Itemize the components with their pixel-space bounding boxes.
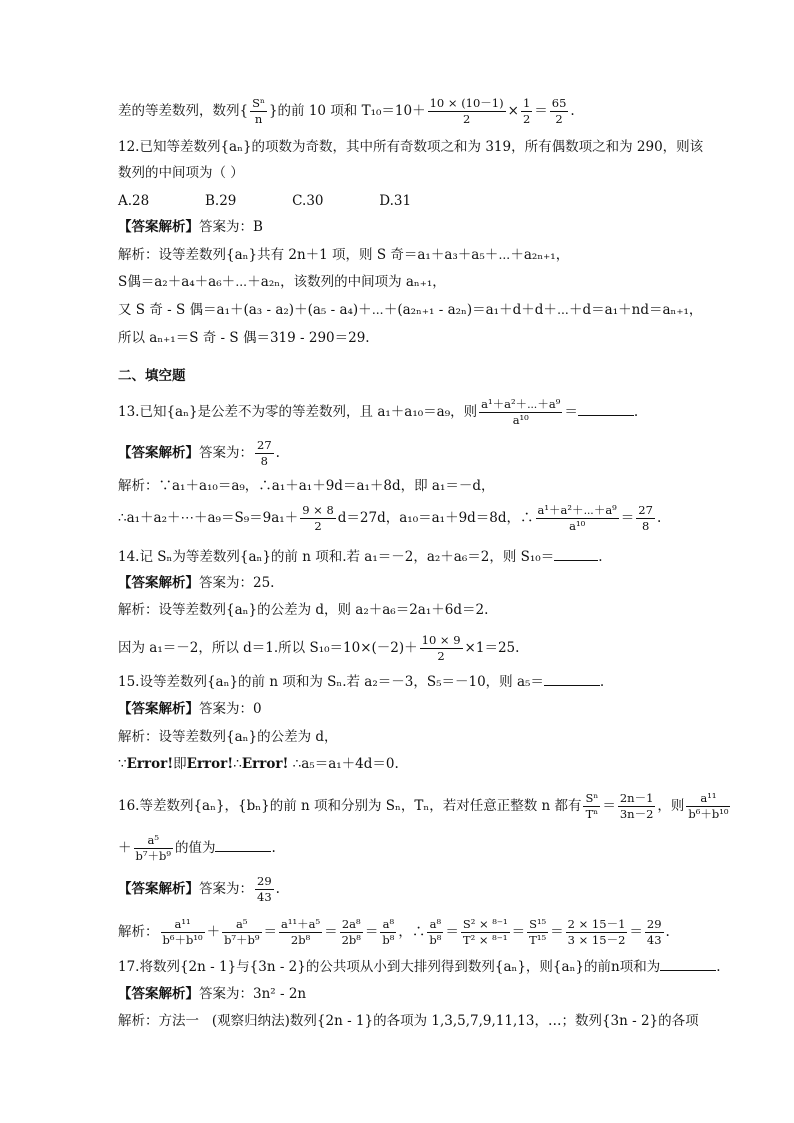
fraction: $\frac{\text{Sⁿ}}{\text{Tⁿ}}$ — [585, 791, 599, 821]
answer-heading: 【答案解析】 — [118, 219, 199, 235]
fraction: $\frac{27}{8}$ — [257, 438, 272, 468]
fraction: $\frac{\text{Sⁿ}}{n}$ — [252, 96, 265, 126]
fraction: $\frac{\text{a¹＋a²＋⋯＋a⁹}}{\text{a¹⁰}}$ — [537, 503, 617, 533]
text: ＝ — [534, 103, 548, 119]
fraction: $\frac{29}{43}$ — [646, 917, 662, 947]
text: × — [507, 103, 519, 119]
q12-solution-line1: 解析：设等差数列{aₙ}共有 2n＋1 项，则 S 奇＝a₁＋a₃＋a₅＋⋯＋a₂ₙ₊₁， — [118, 247, 570, 263]
q13-solution-line2: ∴a₁＋a₂＋⋯＋a₉＝S₉＝9a₁＋ $\frac{9 \times 8}{2}$ d＝27d，a₁₀＝a₁＋9d＝8d，∴ $\frac{\text{a¹＋a²＋⋯＋a⁹}}{\text{a¹⁰}}$ ＝ $\frac{27}{8}$ . — [118, 503, 662, 533]
q15-solution-line1: 解析：设等差数列{aₙ}的公差为 d， — [118, 729, 338, 745]
answer-heading: 【答案解析】 — [118, 881, 199, 897]
line-tail-of-11 — [118, 96, 575, 127]
fraction: $\frac{\text{2a⁸}}{\text{2b⁸}}$ — [341, 917, 361, 947]
q17-stem: 17.将数列{2n - 1}与{3n - 2}的公共项从小到大排列得到数列{aₙ}，则{aₙ}的前n项和为 . — [118, 959, 721, 975]
answer-blank — [215, 839, 271, 852]
fraction: $\frac{27}{8}$ — [638, 503, 653, 533]
answer-heading: 【答案解析】 — [118, 986, 199, 1002]
q12-solution-line4: 所以 aₙ₊₁＝S 奇 - S 偶＝319 - 290＝29. — [118, 330, 370, 346]
q17-solution-line1: 解析：方法一 (观察归纳法)数列{2n - 1}的各项为 1,3,5,7,9,11,13，…；数列{3n - 2}的各项 — [118, 1013, 699, 1029]
answer-heading: 【答案解析】 — [118, 445, 199, 461]
fraction: $\frac{\text{a⁵}}{\text{b⁷＋b⁹}}$ — [224, 917, 260, 947]
answer-heading: 【答案解析】 — [118, 575, 199, 591]
text: }的前 10 项和 T₁₀＝10＋ — [268, 103, 426, 119]
q17-answer: 【答案解析】答案为：3n² - 2n — [118, 986, 307, 1002]
fraction: $\frac{10 \times (10-1)}{2}$ — [429, 96, 504, 126]
q16-stem-line2: ＋ $\frac{\text{a⁵}}{\text{b⁷＋b⁹}}$ 的值为 . — [118, 833, 276, 863]
q14-solution-line2: 因为 a₁＝－2，所以 d＝1.所以 S₁₀＝10×(－2)＋ $\frac{10 \times 9}{2}$ ×1＝25. — [118, 633, 520, 663]
fraction: $\frac{\text{a¹¹＋a⁵}}{\text{2b⁸}}$ — [281, 917, 321, 947]
fraction: $\frac{\text{a¹¹}}{\text{b⁶＋b¹⁰}}$ — [162, 917, 203, 947]
error-text: Error! — [241, 756, 289, 772]
q12-stem-line2: 数列的中间项为（ ） — [118, 165, 244, 181]
fraction: $\frac{\text{a⁸}}{\text{b⁸}}$ — [429, 917, 442, 947]
fraction: $\frac{2 \times 15-1}{3 \times 15-2}$ — [567, 917, 626, 947]
error-text: Error! — [186, 756, 234, 772]
text: 差的等差数列，数列{ — [118, 103, 249, 119]
answer-blank — [578, 403, 634, 416]
q12-options: A.28 B.29 C.30 D.31 — [118, 193, 412, 209]
fraction: $\frac{\text{S² × ⁸⁻¹}}{\text{T² × ⁸⁻¹}}$ — [462, 917, 508, 947]
q13-stem: 13.已知{aₙ}是公差不为零的等差数列，且 a₁＋a₁₀＝a₉，则 $\frac{\text{a¹＋a²＋⋯＋a⁹}}{\text{a¹⁰}}$ ＝ . — [118, 397, 639, 427]
fraction: $\frac{9 \times 8}{2}$ — [302, 503, 334, 533]
text: . — [570, 103, 575, 119]
answer-heading: 【答案解析】 — [118, 701, 199, 717]
q12-solution-line2: S偶＝a₂＋a₄＋a₆＋⋯＋a₂ₙ，该数列的中间项为 aₙ₊₁， — [118, 274, 446, 290]
fraction: $\frac{\text{a⁸}}{\text{b⁸}}$ — [382, 917, 395, 947]
q16-solution: 解析： $\frac{\text{a¹¹}}{\text{b⁶＋b¹⁰}}$ ＋ $\frac{\text{a⁵}}{\text{b⁷＋b⁹}}$ ＝ $\frac{\text{a¹¹＋a⁵}}{\text{2b⁸}}$ ＝ $\frac{\text{2a⁸}}{\text{2b⁸}}$ ＝ $\frac{\text{a⁸}}{\text{b⁸}}$ ，∴ $\frac{\text{a⁸}}{\text{b⁸}}$ ＝ $\frac{\text{S² × ⁸⁻¹}}{\text{T² × ⁸⁻¹}}$ ＝ $\frac{\text{S¹⁵}}{\text{T¹⁵}}$ ＝ $\frac{2 \times 15-1}{3 \times 15-2}$ ＝ $\frac{29}{43}$ . — [118, 917, 670, 947]
fraction: $\frac{2n-1}{3n-2}$ — [619, 791, 654, 821]
fraction: $\frac{10 \times 9}{2}$ — [421, 633, 461, 663]
q15-solution-line2: ∵Error!即Error!∴Error! ∴a₅＝a₁＋4d＝0. — [118, 756, 399, 772]
q13-solution-line1: 解析：∵a₁＋a₁₀＝a₉，∴a₁＋a₁＋9d＝a₁＋8d，即 a₁＝－d， — [118, 478, 495, 494]
answer-blank — [544, 673, 600, 686]
fraction: $\frac{\text{a¹¹}}{\text{b⁶＋b¹⁰}}$ — [688, 791, 729, 821]
q12-stem-line1: 12.已知等差数列{aₙ}的项数为奇数，其中所有奇数项之和为 319，所有偶数项之和为 290，则该 — [118, 139, 704, 155]
answer-blank — [660, 958, 716, 971]
answer-blank — [554, 548, 598, 561]
answer-text: 答案为：B — [199, 219, 263, 235]
section-heading: 二、填空题 — [118, 368, 186, 384]
q15-stem: 15.设等差数列{aₙ}的前 n 项和为 Sₙ.若 a₂＝－3，S₅＝－10，则 a₅＝ . — [118, 674, 605, 690]
q14-answer: 【答案解析】答案为：25. — [118, 575, 275, 591]
fraction: $\frac{\text{a⁵}}{\text{b⁷＋b⁹}}$ — [135, 833, 171, 863]
q14-solution-line1: 解析：设等差数列{aₙ}的公差为 d，则 a₂＋a₆＝2a₁＋6d＝2. — [118, 602, 489, 618]
q12-solution-line3: 又 S 奇 - S 偶＝a₁＋(a₃ - a₂)＋(a₅ - a₄)＋⋯＋(a₂ₙ₊₁ - a₂ₙ)＝a₁＋d＋d＋⋯＋d＝a₁＋nd＝aₙ₊₁， — [118, 302, 703, 318]
fraction: $\frac{65}{2}$ — [551, 96, 567, 126]
q14-stem: 14.记 Sₙ为等差数列{aₙ}的前 n 项和.若 a₁＝－2，a₂＋a₆＝2，则 S₁₀＝ . — [118, 549, 603, 565]
fraction: $\frac{\text{S¹⁵}}{\text{T¹⁵}}$ — [529, 917, 547, 947]
error-text: Error! — [126, 756, 174, 772]
q16-answer: 【答案解析】答案为： $\frac{29}{43}$ . — [118, 874, 280, 904]
q15-answer: 【答案解析】答案为：0 — [118, 701, 262, 717]
fraction: $\frac{\text{a¹＋a²＋⋯＋a⁹}}{\text{a¹⁰}}$ — [481, 397, 561, 427]
q16-stem-line1: 16.等差数列{aₙ}，{bₙ}的前 n 项和分别为 Sₙ，Tₙ，若对任意正整数 n 都有 $\frac{\text{Sⁿ}}{\text{Tⁿ}}$ ＝ $\frac{2n-1}{3n-2}$ ，则 $\frac{\text{a¹¹}}{\text{b⁶＋b¹⁰}}$ — [118, 791, 729, 821]
fraction: $\frac{1}{2}$ — [522, 96, 531, 126]
q13-answer: 【答案解析】答案为： $\frac{27}{8}$ . — [118, 438, 280, 468]
q12-answer — [118, 217, 263, 237]
fraction: $\frac{29}{43}$ — [257, 874, 272, 904]
